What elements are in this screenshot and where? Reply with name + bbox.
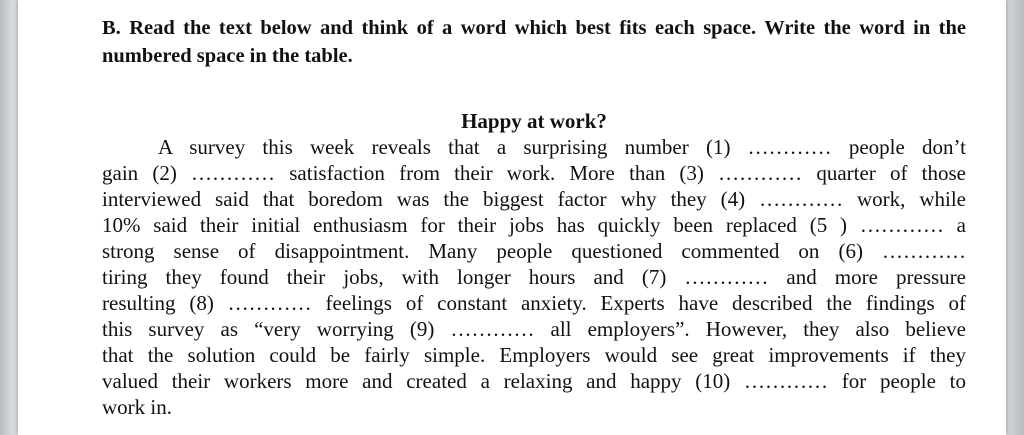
page-content — [102, 14, 966, 420]
passage-line: interviewed said that boredom was the biggest factor why they (4) ………… work, while — [102, 187, 966, 211]
passage-line: A survey this week reveals that a surprising number (1) ………… people don’t — [158, 135, 966, 159]
passage-line: this survey as “very worrying (9) ………… all employers”. However, they also believe — [102, 317, 966, 341]
passage-line: gain (2) ………… satisfaction from their work. More than (3) ………… quarter of those — [102, 161, 966, 185]
passage-line: work in. — [102, 395, 172, 419]
passage-line: strong sense of disappointment. Many people questioned commented on (6) ………… — [102, 239, 966, 263]
document-page — [18, 0, 1006, 435]
passage-line: 10% said their initial enthusiasm for their jobs has quickly been replaced (5 ) ………… a — [102, 213, 966, 237]
exercise-instruction: B. Read the text below and think of a word which best fits each space. Write the word in the numbered space in the table. — [102, 17, 966, 67]
passage-line: resulting (8) ………… feelings of constant anxiety. Experts have described the findings of — [102, 291, 966, 315]
passage-line: valued their workers more and created a relaxing and happy (10) ………… for people to — [102, 369, 966, 393]
passage-title: Happy at work? — [461, 109, 607, 133]
passage-line: that the solution could be fairly simple. Employers would see great improvements if they — [102, 343, 966, 367]
passage-body — [102, 134, 966, 420]
passage-line: tiring they found their jobs, with longer hours and (7) ………… and more pressure — [102, 265, 966, 289]
